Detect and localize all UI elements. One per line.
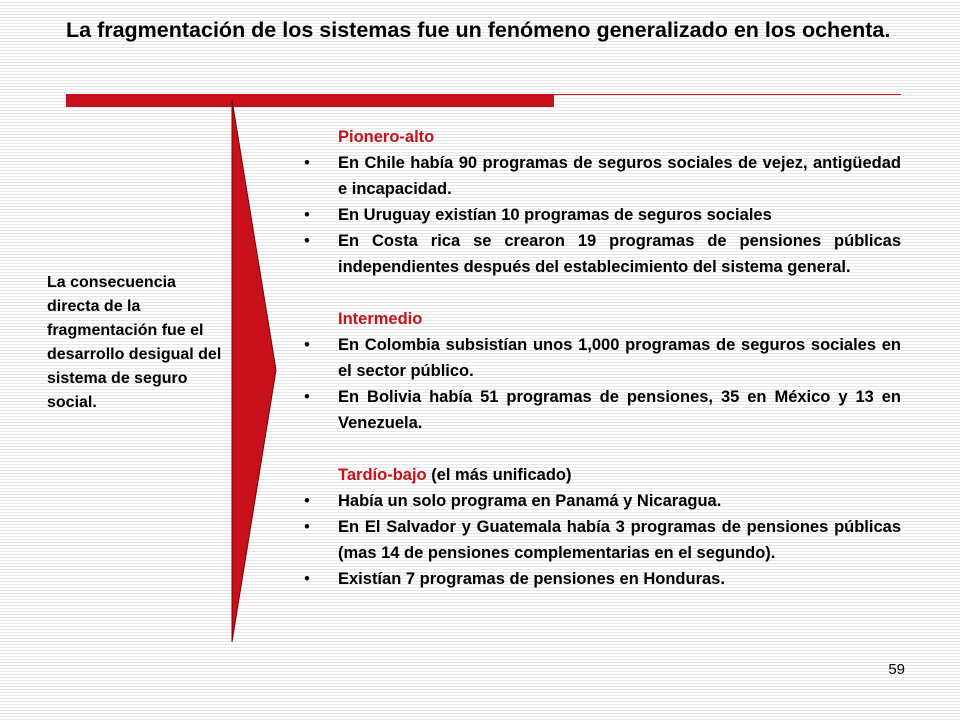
group-pionero-alto	[300, 124, 901, 280]
group-intermedio	[300, 306, 901, 436]
bullet-text: En El Salvador y Guatemala había 3 programas de pensiones públicas (mas 14 de pensiones complementarias en el segundo).	[338, 518, 901, 562]
bullet-item	[300, 514, 901, 566]
bullet-list	[300, 332, 901, 436]
group-heading	[300, 306, 901, 332]
bullet-item	[300, 202, 901, 228]
bullet-dot-icon: •	[304, 570, 310, 588]
page-number: 59	[888, 661, 905, 678]
bullet-text: En Colombia subsistían unos 1,000 programas de seguros sociales en el sector público.	[338, 336, 901, 380]
group-category: Tardío-bajo	[338, 466, 427, 484]
group-heading	[300, 462, 901, 488]
group-suffix: (el más unificado)	[426, 466, 572, 484]
bullet-text: En Chile había 90 programas de seguros sociales de vejez, antigüedad e incapacidad.	[338, 154, 901, 198]
bullet-text: En Bolivia había 51 programas de pensiones, 35 en México y 13 en Venezuela.	[338, 388, 901, 432]
bullet-dot-icon: •	[304, 388, 310, 406]
bullet-dot-icon: •	[304, 336, 310, 354]
bullet-item	[300, 332, 901, 384]
bullet-dot-icon: •	[304, 206, 310, 224]
bullet-item	[300, 228, 901, 280]
bullet-text: En Uruguay existían 10 programas de seguros sociales	[338, 206, 772, 224]
group-category: Pionero-alto	[338, 128, 435, 146]
bullet-dot-icon: •	[304, 518, 310, 536]
bullet-dot-icon: •	[304, 492, 310, 510]
bullet-dot-icon: •	[304, 232, 310, 250]
group-tardio-bajo	[300, 462, 901, 592]
bullet-list	[300, 150, 901, 280]
content-list	[300, 124, 901, 592]
bullet-text: En Costa rica se crearon 19 programas de pensiones públicas independientes después del establecimiento del sistema general.	[338, 232, 901, 276]
group-category: Intermedio	[338, 310, 423, 328]
bullet-list	[300, 488, 901, 592]
group-heading	[300, 124, 901, 150]
bullet-item	[300, 488, 901, 514]
bullet-item	[300, 566, 901, 592]
bullet-text: Había un solo programa en Panamá y Nicaragua.	[338, 492, 722, 510]
bullet-item	[300, 384, 901, 436]
left-summary-text: La consecuencia directa de la fragmentación fue el desarrollo desigual del sistema de seguro social.	[47, 274, 222, 411]
bullet-text: Existían 7 programas de pensiones en Honduras.	[338, 570, 725, 588]
slide-title: La fragmentación de los sistemas fue un fenómeno generalizado en los ochenta.	[66, 18, 891, 42]
bullet-item	[300, 150, 901, 202]
bullet-dot-icon: •	[304, 154, 310, 172]
brace-shape	[232, 100, 276, 642]
